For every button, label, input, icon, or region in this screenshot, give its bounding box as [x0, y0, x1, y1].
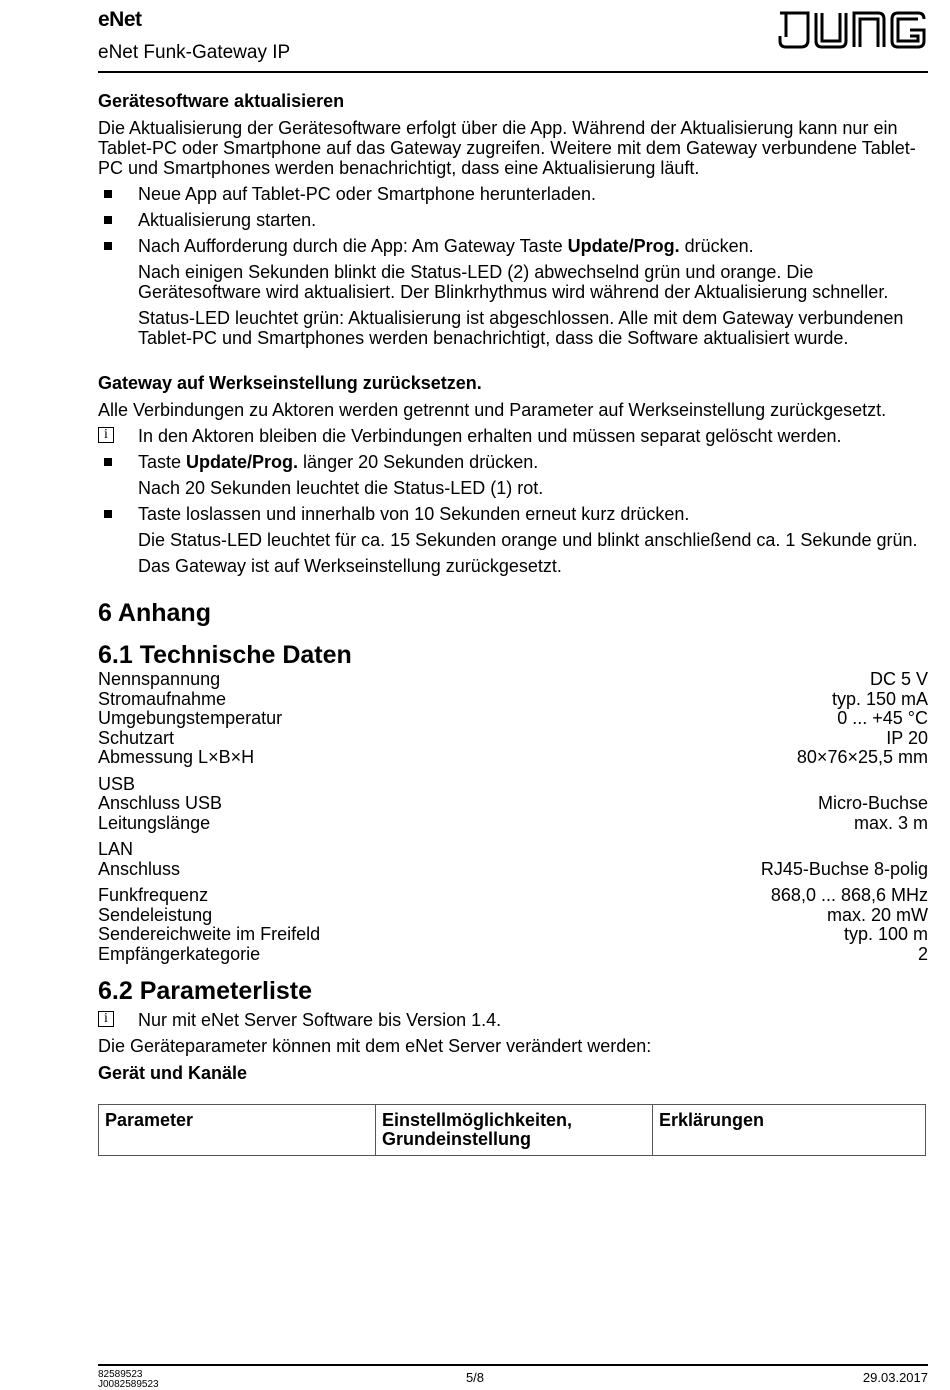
spec-row: Anschluss USB Micro-Buchse — [98, 793, 928, 813]
page-number: 5/8 — [465, 1370, 485, 1385]
reset-result-3: Das Gateway ist auf Werkseinstellung zurückgesetzt. — [138, 556, 562, 576]
spec-row: Anschluss RJ45-Buchse 8-polig — [98, 858, 928, 879]
spec-row: Funkfrequenz 868,0 ... 868,6 MHz — [98, 885, 928, 905]
bullet-icon — [104, 242, 112, 250]
product-title: eNet Funk-Gateway IP — [98, 42, 291, 63]
spec-group-header: USB — [98, 773, 136, 794]
document-date: 29.03.2017 — [862, 1370, 928, 1385]
spec-row: Schutzart IP 20 — [98, 727, 928, 748]
spec-row: Sendeleistung max. 20 mW — [98, 904, 928, 925]
info-icon: i — [98, 427, 114, 443]
page-content — [98, 90, 928, 1156]
update-step-1: Neue App auf Tablet-PC oder Smartphone herunterladen. — [98, 184, 928, 204]
param-intro: Die Geräteparameter können mit dem eNet Server verändert werden: — [98, 1036, 652, 1056]
reset-info-note: i In den Aktoren bleiben die Verbindungen erhalten und müssen separat gelöscht werden. — [98, 426, 928, 446]
spec-row: Sendereichweite im Freifeld typ. 100 m — [98, 924, 928, 944]
brand-name: eNet — [98, 8, 142, 31]
parameter-table — [98, 1104, 926, 1156]
spec-row: Stromaufnahme typ. 150 mA — [98, 688, 928, 709]
spec-row: Umgebungstemperatur 0 ... +45 °C — [98, 708, 928, 728]
key-name: Update/Prog. — [186, 452, 299, 472]
table-header-row — [99, 1105, 926, 1156]
column-header-parameter: Parameter — [99, 1105, 376, 1156]
param-info-note: i Nur mit eNet Server Software bis Version 1.4. — [98, 1010, 928, 1030]
reset-intro: Alle Verbindungen zu Aktoren werden getrennt und Parameter auf Werkseinstellung zurückgesetzt. — [98, 400, 887, 420]
reset-heading: Gateway auf Werkseinstellung zurücksetzen. — [98, 373, 482, 393]
column-header-explanations: Erklärungen — [653, 1105, 926, 1156]
reset-step-2: Taste loslassen und innerhalb von 10 Sekunden erneut kurz drücken. — [98, 504, 928, 524]
update-step-3: Nach Aufforderung durch die App: Am Gateway Taste Update/Prog. drücken. — [98, 236, 928, 256]
jung-logo — [778, 10, 928, 50]
update-result-1: Nach einigen Sekunden blinkt die Status-LED (2) abwechselnd grün und orange. Die Gerätesoftware wird aktualisiert. Der Blinkrhythmus wird während der Aktualisierung schneller. — [138, 262, 889, 302]
update-intro: Die Aktualisierung der Gerätesoftware erfolgt über die App. Während der Aktualisierung kann nur ein Tablet-PC oder Smartphone auf das Gateway zugreifen. Weitere mit dem Gateway verbundene Tablet-PC und Smartphones werden benachrichtigt, dass eine Aktualisierung läuft. — [98, 118, 916, 178]
reset-step-1: Taste Update/Prog. länger 20 Sekunden drücken. — [98, 452, 928, 472]
update-heading: Gerätesoftware aktualisieren — [98, 91, 345, 111]
update-step-2: Aktualisierung starten. — [98, 210, 928, 230]
tech-data-heading: 6.1 Technische Daten — [98, 641, 352, 669]
key-name: Update/Prog. — [567, 236, 680, 256]
update-result-2: Status-LED leuchtet grün: Aktualisierung ist abgeschlossen. Alle mit dem Gateway verbundenen Tablet-PC und Smartphones werden benachrichtigt, dass die Software aktualisiert wurde. — [138, 308, 904, 348]
document-codes: 82589523 J0082589523 — [98, 1369, 159, 1390]
info-icon: i — [98, 1011, 114, 1027]
spec-group-header: LAN — [98, 839, 134, 859]
reset-result-1: Nach 20 Sekunden leuchtet die Status-LED (1) rot. — [138, 478, 544, 498]
bullet-icon — [104, 190, 112, 198]
bullet-icon — [104, 216, 112, 224]
reset-result-2: Die Status-LED leuchtet für ca. 15 Sekunden orange und blinkt anschließend ca. 1 Sekunde grün. — [138, 530, 918, 550]
spec-row: Empfängerkategorie 2 — [98, 943, 928, 964]
spec-row: Abmessung L×B×H 80×76×25,5 mm — [98, 747, 928, 767]
bullet-icon — [104, 458, 112, 466]
spec-row: Leitungslänge max. 3 m — [98, 812, 928, 833]
footer-divider — [98, 1364, 928, 1366]
param-subheading: Gerät und Kanäle — [98, 1063, 248, 1083]
spec-row: Nennspannung DC 5 V — [98, 669, 928, 689]
column-header-settings: Einstellmöglichkeiten, Grundeinstellung — [376, 1105, 653, 1156]
param-list-heading: 6.2 Parameterliste — [98, 977, 313, 1005]
header-divider — [98, 71, 928, 73]
tech-data-table — [98, 670, 928, 964]
chapter-heading: 6 Anhang — [98, 599, 211, 627]
bullet-icon — [104, 510, 112, 518]
